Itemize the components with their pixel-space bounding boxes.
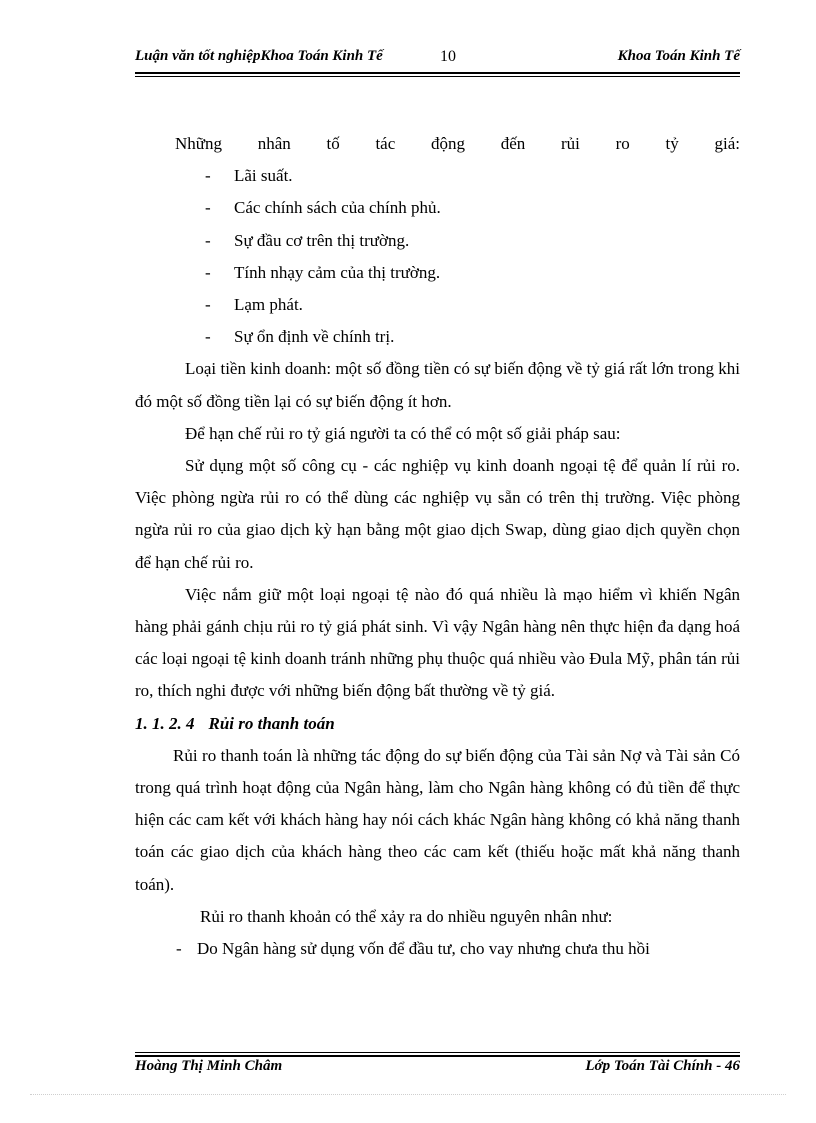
list-item-text: Sự đầu cơ trên thị trường. xyxy=(234,230,410,250)
list-item-text: Lãi suất. xyxy=(234,166,293,186)
list-item xyxy=(135,933,740,965)
list-item xyxy=(135,160,740,192)
list-item-text: Các chính sách của chính phủ. xyxy=(234,198,441,218)
footer-rule-thin xyxy=(135,1052,740,1053)
header-page-number: 10 xyxy=(440,48,456,65)
list-item-text: Tính nhạy cảm của thị trường. xyxy=(234,262,441,282)
paragraph-currency: Loại tiền kinh doanh: một số đồng tiền có sự biến động về tỷ giá rất lớn trong khi đó một số đồng tiền lại có sự biến động ít hơn. xyxy=(135,359,740,411)
page-footer xyxy=(135,1058,740,1080)
list-item xyxy=(135,225,740,257)
bullet-dash: - xyxy=(205,230,211,250)
footer-author: Hoàng Thị Minh Châm xyxy=(135,1058,283,1074)
list-item xyxy=(135,192,740,224)
bullet-dash: - xyxy=(205,327,211,347)
bullet-dash: - xyxy=(205,295,211,315)
section-heading xyxy=(135,708,740,740)
header-faculty: Khoa Toán Kinh Tế xyxy=(617,48,740,64)
list-item xyxy=(135,321,740,353)
list-item xyxy=(135,257,740,289)
header-thesis-title: Luận văn tốt nghiệpKhoa Toán Kinh Tế xyxy=(135,48,383,64)
list-item-text: Lạm phát. xyxy=(234,295,303,315)
paragraph-payment-risk: Rủi ro thanh toán là những tác động do sự biến động của Tài sản Nợ và Tài sản Có trong quá trình hoạt động của Ngân hàng, làm cho Ngân hàng không có đủ tiền để thực hiện các cam kết với khách hàng hay nói cách khác Ngân hàng không có khả năng thanh toán các giao dịch của khách hàng theo các cam kết (thiếu hoặc mất khả năng thanh toán). xyxy=(135,745,740,894)
factors-intro: Những nhân tố tác động đến rủi ro tỷ giá: xyxy=(175,134,740,153)
footer-class-page: Lớp Toán Tài Chính - 46 xyxy=(585,1058,740,1074)
page-header xyxy=(135,48,740,70)
header-rule-thick xyxy=(135,72,740,74)
header-rule-thin xyxy=(135,76,740,77)
section-number: 1. 1. 2. 4 xyxy=(135,713,195,733)
document-body xyxy=(135,128,740,965)
factors-list xyxy=(135,160,740,353)
bullet-dash: - xyxy=(205,198,211,218)
footer-rule-thick xyxy=(135,1055,740,1057)
bullet-dash: - xyxy=(205,166,211,186)
paragraph-holding: Việc nắm giữ một loại ngoại tệ nào đó quá nhiều là mạo hiểm vì khiến Ngân hàng phải gánh chịu rủi ro tỷ giá phát sinh. Vì vậy Ngân hàng nên thực hiện đa dạng hoá các loại ngoại tệ kinh doanh tránh những phụ thuộc quá nhiều vào Đula Mỹ, phân tán rủi ro, thích nghi được với những biến động bất thường về tỷ giá. xyxy=(135,584,740,701)
list-item-text: Do Ngân hàng sử dụng vốn để đầu tư, cho vay nhưng chưa thu hồi xyxy=(197,939,650,959)
list-item-text: Sự ổn định về chính trị. xyxy=(234,327,395,347)
paragraph-solutions: Để hạn chế rủi ro tỷ giá người ta có thể có một số giải pháp sau: xyxy=(185,423,621,443)
bullet-dash: - xyxy=(176,939,182,959)
bullet-dash: - xyxy=(205,262,211,282)
paragraph-tools: Sử dụng một số công cụ - các nghiệp vụ kinh doanh ngoại tệ để quản lí rủi ro. Việc phòng ngừa rủi ro có thể dùng các nghiệp vụ sẵn có trên thị trường. Việc phòng ngừa rủi ro của giao dịch kỳ hạn bằng một giao dịch Swap, dùng giao dịch quyền chọn để hạn chế rủi ro. xyxy=(135,456,740,572)
list-item xyxy=(135,289,740,321)
page-bottom-divider xyxy=(30,1094,786,1095)
paragraph-liquidity: Rủi ro thanh khoản có thể xảy ra do nhiều nguyên nhân như: xyxy=(200,906,613,926)
section-title: Rủi ro thanh toán xyxy=(208,713,335,733)
